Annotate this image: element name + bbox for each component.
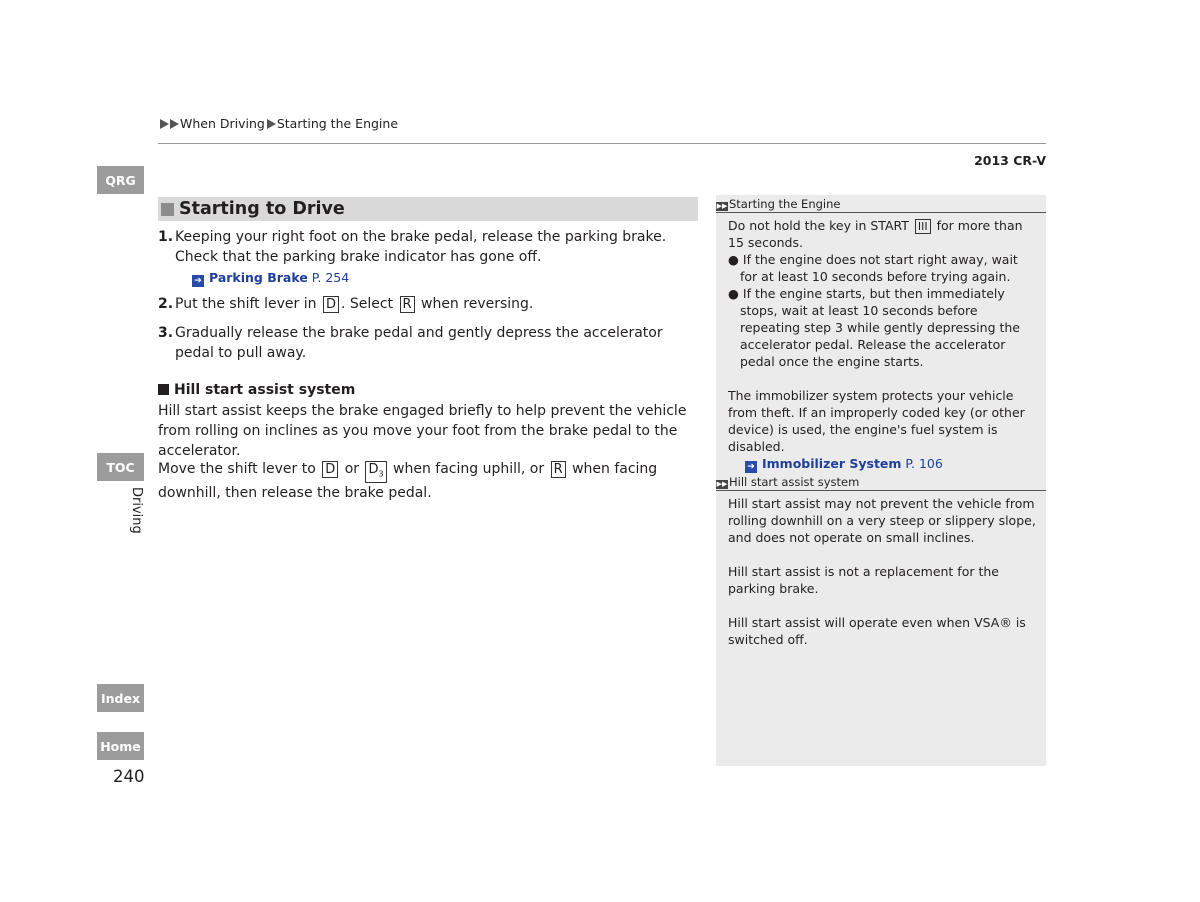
xref-title: Parking Brake: [209, 270, 308, 285]
instruction-text: or: [344, 461, 360, 477]
note-bullet: ● If the engine starts, but then immediately stops, wait at least 10 seconds before repeating step 3 while gently depressing the accelerator pedal. Release the accelerator pedal once the engine starts.: [728, 286, 1020, 369]
note-title: Hill start assist system: [729, 475, 860, 489]
shift-r-key: R: [400, 296, 415, 313]
breadcrumb-arrow-icon: [267, 119, 276, 129]
cross-reference-icon: ➔: [745, 461, 757, 473]
instruction-text: Move the shift lever to: [158, 461, 316, 477]
note-paragraph: Hill start assist will operate even when VSA® is switched off.: [728, 615, 1026, 647]
model-label: 2013 CR-V: [974, 153, 1046, 168]
toc-button[interactable]: TOC: [97, 453, 144, 481]
note-text: Do not hold the key in START: [728, 218, 909, 233]
xref-title: Immobilizer System: [762, 456, 902, 471]
cross-reference-icon: ➔: [192, 275, 204, 287]
ignition-iii-key: III: [915, 219, 931, 234]
xref-page: P. 106: [905, 456, 943, 471]
shift-d-key: D: [323, 296, 339, 313]
note-body: [728, 495, 1036, 648]
parking-brake-link[interactable]: [158, 268, 698, 288]
home-button[interactable]: Home: [97, 732, 144, 760]
subsection-title: Hill start assist system: [174, 382, 356, 398]
note-bullet: ● If the engine does not start right away, wait for at least 10 seconds before trying again.: [728, 252, 1018, 284]
step-number: 3.: [158, 325, 174, 341]
index-button[interactable]: Index: [97, 684, 144, 712]
subsection-heading: [158, 382, 355, 398]
note-paragraph: Hill start assist may not prevent the vehicle from rolling downhill on a very steep or slippery slope, and does not operate on small inclines.: [728, 496, 1036, 545]
step-number: 1.: [158, 229, 174, 245]
header-divider: [158, 143, 1046, 144]
note-title: Starting the Engine: [729, 197, 841, 211]
shift-d3-key: [365, 461, 386, 483]
step-text: . Select: [340, 296, 394, 312]
step-text: when reversing.: [421, 296, 534, 312]
note-paragraph: Hill start assist is not a replacement for the parking brake.: [728, 564, 999, 596]
breadcrumb-item[interactable]: When Driving: [180, 116, 265, 131]
note-marker-icon: ▶▶: [716, 480, 728, 488]
note-text: for more than 15 seconds.: [728, 218, 1023, 250]
step-3: [158, 323, 698, 363]
instruction-text: when facing uphill, or: [393, 461, 545, 477]
hill-start-instructions: [158, 459, 698, 503]
notes-sidebar: [716, 195, 1046, 766]
xref-page: P. 254: [311, 270, 350, 285]
section-tab-label: Driving: [129, 487, 144, 534]
step-text: Keeping your right foot on the brake pedal, release the parking brake. Check that the parking brake indicator has gone off.: [175, 229, 667, 265]
key-label: D: [368, 462, 379, 477]
instruction-text: when facing downhill, then release the brake pedal.: [158, 461, 658, 501]
step-number: 2.: [158, 296, 174, 312]
breadcrumb: [160, 116, 398, 131]
note-paragraph: The immobilizer system protects your vehicle from theft. If an improperly coded key (or other device) is used, the engine's fuel system is disabled.: [728, 388, 1025, 454]
breadcrumb-arrow-icon: [160, 119, 169, 129]
breadcrumb-arrow-icon: [170, 119, 179, 129]
bullet-text: If the engine starts, but then immediately stops, wait at least 10 seconds before repeating step 3 while gently depressing the accelerator pedal. Release the accelerator pedal once the engine starts.: [740, 286, 1020, 369]
bullet-text: If the engine does not start right away, wait for at least 10 seconds before trying again.: [740, 252, 1018, 284]
qrg-button[interactable]: QRG: [97, 166, 144, 194]
step-text: Gradually release the brake pedal and gently depress the accelerator pedal to pull away.: [175, 325, 663, 361]
hill-start-description: Hill start assist keeps the brake engaged briefly to help prevent the vehicle from rolling on inclines as you move your foot from the brake pedal to the accelerator.: [158, 403, 687, 459]
immobilizer-system-link[interactable]: [728, 455, 1036, 473]
section-heading: [158, 197, 698, 221]
note-marker-icon: ▶▶: [716, 202, 728, 210]
heading-title: Starting to Drive: [179, 199, 345, 219]
shift-r-key: R: [551, 461, 566, 478]
step-2: [158, 294, 698, 314]
step-text: Put the shift lever in: [175, 296, 317, 312]
subsection-square-icon: [158, 384, 169, 395]
page-number: 240: [113, 767, 145, 786]
note-heading: [716, 475, 1046, 491]
shift-d-key: D: [322, 461, 338, 478]
heading-square-icon: [161, 203, 174, 216]
step-1: [158, 227, 698, 288]
note-body: [728, 217, 1036, 473]
note-heading: [716, 197, 1046, 213]
key-subscript: 3: [378, 469, 384, 479]
breadcrumb-item[interactable]: Starting the Engine: [276, 116, 399, 131]
